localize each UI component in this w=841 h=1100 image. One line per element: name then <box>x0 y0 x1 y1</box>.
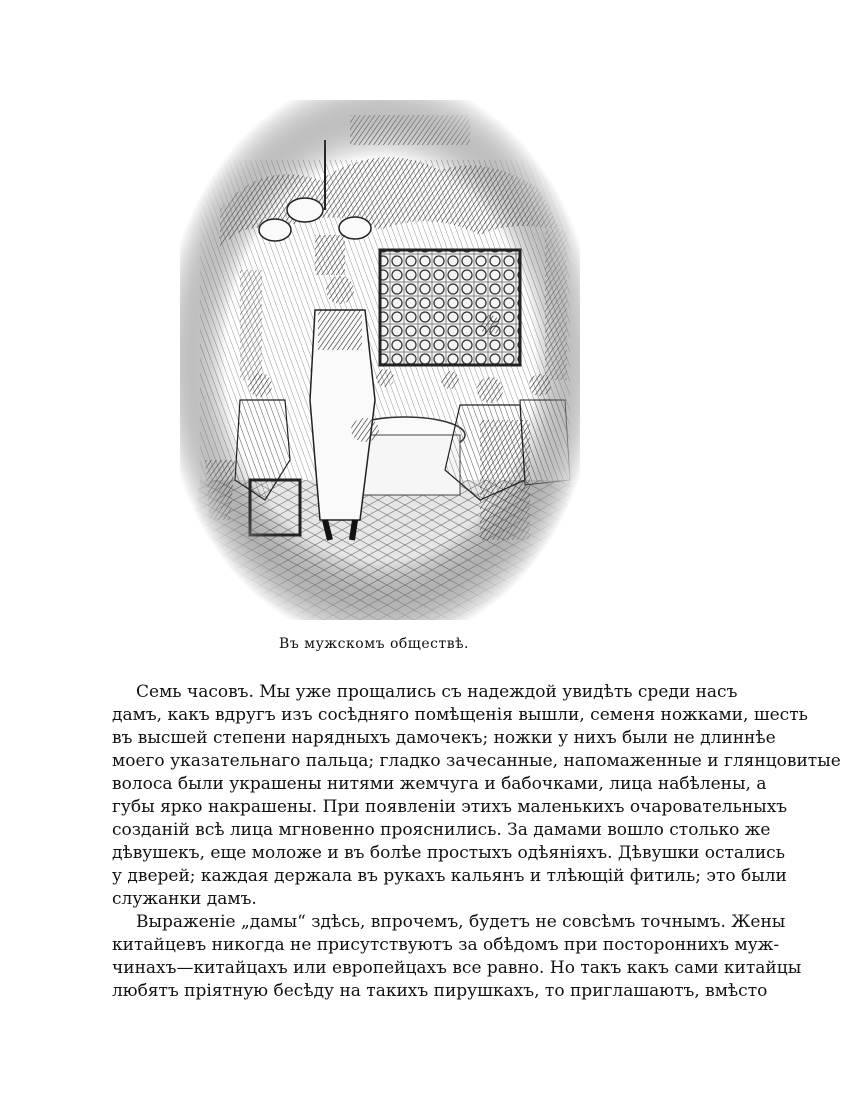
text-line: моего указательнаго пальца; гладко зачесанные, напомаженные и глянцовитые <box>112 751 841 771</box>
text-line: волоса были украшены нитями жемчуга и бабочками, лица набѣлены, а <box>112 774 767 794</box>
engraving-illustration <box>180 100 580 620</box>
text-line: Выраженіе „дамы“ здѣсь, впрочемъ, будетъ не совсѣмъ точнымъ. Жены <box>136 912 786 932</box>
paragraph-1 <box>112 681 841 911</box>
text-line: Семь часовъ. Мы уже прощались съ надеждой увидѣть среди насъ <box>136 682 738 702</box>
text-line: созданій всѣ лица мгновенно прояснились. За дамами вошло столько же <box>112 820 771 840</box>
text-line: у дверей; каждая держала въ рукахъ кальянъ и тлѣющій фитиль; это были <box>112 866 787 886</box>
text-line: дѣвушекъ, еще моложе и въ болѣе простыхъ одѣяніяхъ. Дѣвушки остались <box>112 843 785 863</box>
text-line: губы ярко накрашены. При появленіи этихъ маленькихъ очаровательныхъ <box>112 797 788 817</box>
text-line: китайцевъ никогда не присутствуютъ за обѣдомъ при постороннихъ муж- <box>112 935 780 955</box>
body-text <box>112 681 841 1003</box>
text-line: чинахъ—китайцахъ или европейцахъ все равно. Но такъ какъ сами китайцы <box>112 958 802 978</box>
text-line: служанки дамъ. <box>112 889 257 909</box>
text-line: въ высшей степени нарядныхъ дамочекъ; ножки у нихъ были не длиннѣе <box>112 728 776 748</box>
text-line: дамъ, какъ вдругъ изъ сосѣдняго помѣщенія вышли, семеня ножками, шесть <box>112 705 808 725</box>
figure-caption: Въ мужскомъ обществѣ. <box>279 636 469 652</box>
text-line: любятъ пріятную бесѣду на такихъ пирушкахъ, то приглашаютъ, вмѣсто <box>112 981 768 1001</box>
paragraph-2 <box>112 911 802 1003</box>
